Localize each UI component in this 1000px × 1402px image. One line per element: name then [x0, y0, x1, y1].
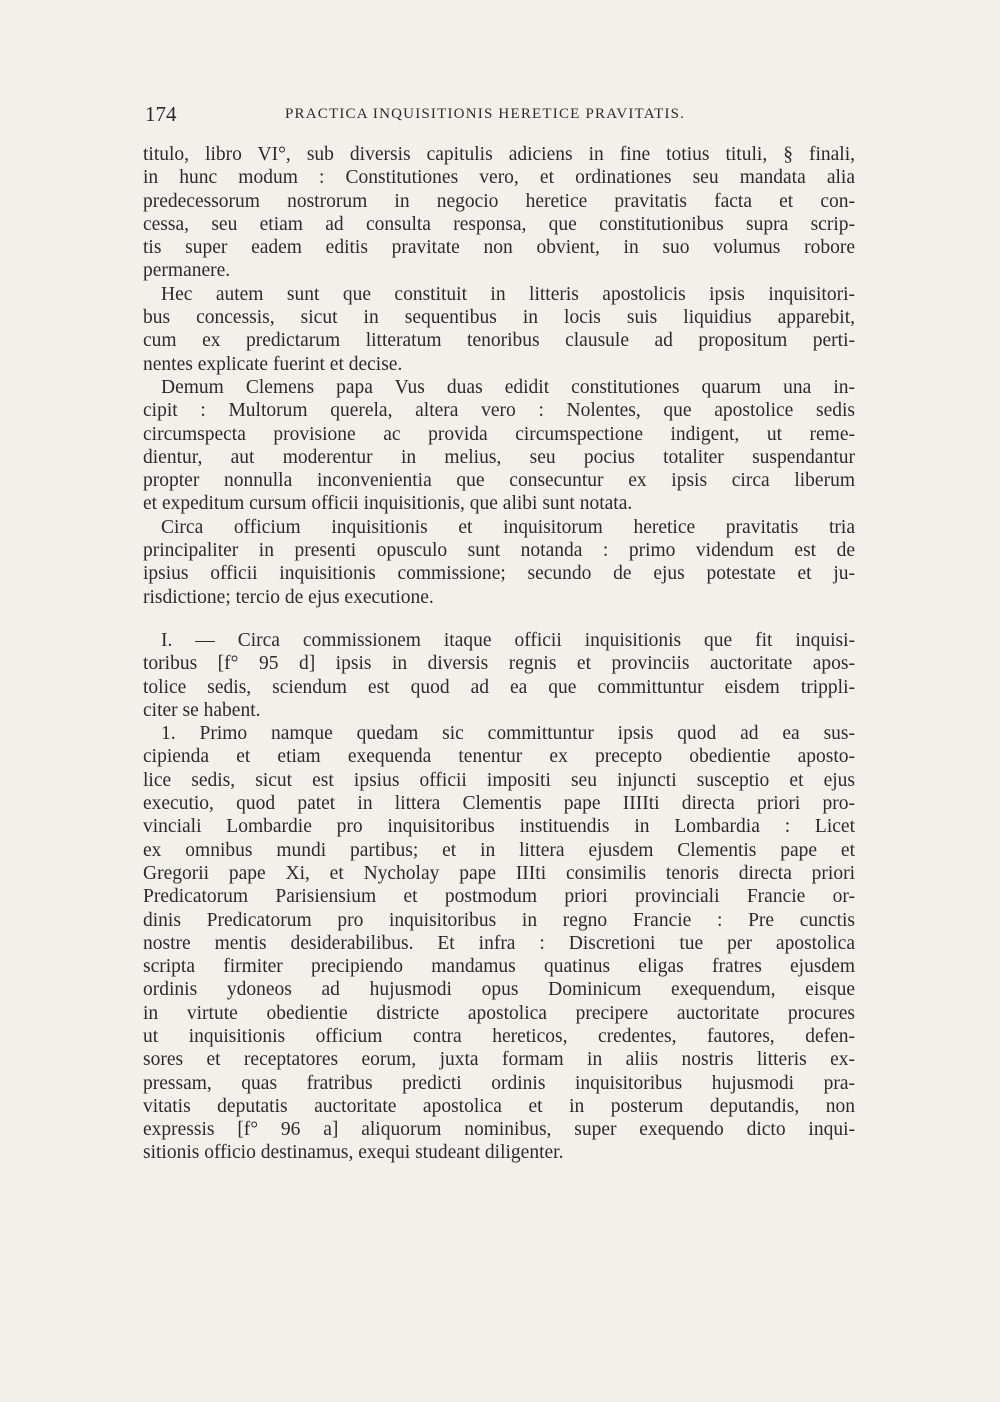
paragraph-first-line: Hec autem sunt que constituit in litteris apostolicis ipsis inquisitori- — [161, 283, 855, 305]
text-line: sores et receptatores eorum, juxta formam in aliis nostris litteris ex- — [143, 1049, 855, 1071]
section-first-line: I. — Circa commissionem itaque officii inquisitionis que fit inquisi- — [161, 629, 855, 651]
text-line: ex omnibus mundi partibus; et in littera ejusdem Clementis pape et — [143, 839, 855, 861]
text-line: sitionis officio destinamus, exequi studeant diligenter. — [143, 1142, 564, 1164]
section-gap — [143, 609, 855, 629]
text-line: tis super eadem editis pravitate non obvient, in suo volumus robore — [143, 237, 855, 259]
body-text — [143, 143, 855, 1165]
text-line: cessa, seu etiam ad consulta responsa, que constitutionibus supra scrip- — [143, 213, 855, 235]
text-line: circumspecta provisione ac provida circumspectione indigent, ut reme- — [143, 423, 855, 445]
text-line: nentes explicate fuerint et decise. — [143, 353, 403, 375]
text-line: pressam, quas fratribus predicti ordinis inquisitoribus hujusmodi pra- — [143, 1072, 855, 1094]
page-number: 174 — [145, 102, 177, 126]
text-line: dientur, aut moderentur in melius, seu pocius totaliter suspendantur — [143, 446, 855, 468]
text-line: in hunc modum : Constitutiones vero, et ordinationes seu mandata alia — [143, 167, 855, 189]
text-line: titulo, libro VI°, sub diversis capitulis adiciens in fine totius tituli, § finali, — [143, 144, 855, 165]
text-line: cipit : Multorum querela, altera vero : Nolentes, que apostolice sedis — [143, 400, 855, 422]
text-line: executio, quod patet in littera Clementis pape IIIIti directa priori pro- — [143, 793, 855, 815]
text-line: ordinis ydoneos ad hujusmodi opus Dominicum exequendum, eisque — [143, 979, 855, 1001]
text-line: ipsius officii inquisitionis commissione; secundo de ejus potestate et ju- — [143, 563, 855, 585]
paragraph-first-line: 1. Primo namque quedam sic committuntur ipsis quod ad ea sus- — [161, 723, 855, 745]
text-line: nostre mentis desiderabilibus. Et infra : Discretioni tue per apostolica — [143, 932, 855, 954]
text-line: Predicatorum Parisiensium et postmodum priori provinciali Francie or- — [143, 886, 855, 908]
text-line: citer se habent. — [143, 699, 261, 721]
text-line: dinis Predicatorum pro inquisitoribus in regno Francie : Pre cunctis — [143, 909, 855, 931]
running-title: PRACTICA INQUISITIONIS HERETICE PRAVITATIS. — [285, 106, 686, 122]
text-line: permanere. — [143, 260, 231, 282]
paragraph-first-line: Demum Clemens papa Vus duas edidit constitutiones quarum una in- — [161, 376, 855, 398]
text-line: tolice sedis, sciendum est quod ad ea que committuntur eisdem trippli- — [143, 676, 855, 698]
text-line: scripta firmiter precipiendo mandamus quatinus eligas fratres ejusdem — [143, 956, 855, 978]
text-line: lice sedis, sicut est ipsius officii impositi seu injuncti susceptio et ejus — [143, 769, 855, 791]
page-header — [145, 102, 860, 128]
text-line: in virtute obedientie districte apostolica precipere auctoritate procures — [143, 1002, 855, 1024]
text-line: expressis [f° 96 a] aliquorum nominibus, super exequendo dicto inqui- — [143, 1119, 855, 1141]
text-line: cipienda et etiam exequenda tenentur ex precepto obedientie aposto- — [143, 746, 855, 768]
text-line: toribus [f° 95 d] ipsis in diversis regnis et provinciis auctoritate apos- — [143, 653, 855, 675]
text-line: vinciali Lombardie pro inquisitoribus instituendis in Lombardia : Licet — [143, 816, 855, 838]
paragraph-first-line: Circa officium inquisitionis et inquisitorum heretice pravitatis tria — [161, 516, 855, 538]
text-line: ut inquisitionis officium contra hereticos, credentes, fautores, defen- — [143, 1025, 855, 1047]
text-line: cum ex predictarum litteratum tenoribus clausule ad propositum perti- — [143, 330, 855, 352]
text-line: principaliter in presenti opusculo sunt notanda : primo videndum est de — [143, 540, 855, 562]
text-line: bus concessis, sicut in sequentibus in locis suis liquidius apparebit, — [143, 307, 855, 329]
text-line: et expeditum cursum officii inquisitionis, que alibi sunt notata. — [143, 493, 633, 515]
text-line: propter nonnulla inconvenientia que consecuntur ex ipsis circa liberum — [143, 470, 855, 492]
text-line: predecessorum nostrorum in negocio heretice pravitatis facta et con- — [143, 190, 855, 212]
text-line: risdictione; tercio de ejus executione. — [143, 586, 434, 608]
text-line: vitatis deputatis auctoritate apostolica et in posterum deputandis, non — [143, 1095, 855, 1117]
text-line: Gregorii pape Xi, et Nycholay pape IIIti consimilis tenoris directa priori — [143, 862, 855, 884]
